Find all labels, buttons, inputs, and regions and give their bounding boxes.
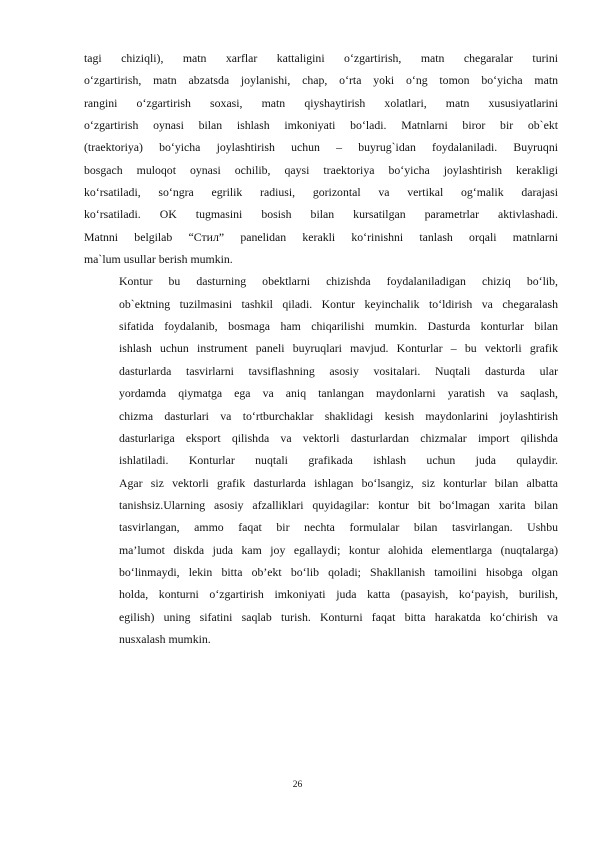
text-line: bo‘linmaydi, lekin bitta ob’ekt bo‘lib qoladi; Shakllanish tamoilini hisobga olgan <box>119 564 558 579</box>
text-line: ishlash uchun instrument paneli buyruqlari mavjud. Konturlar – bu vektorli grafik <box>119 341 558 356</box>
text-line: ishlatiladi. Konturlar nuqtali grafikada ishlash uchun juda qulaydir. <box>119 453 558 468</box>
text-line: ko‘rsatiladi, so‘ngra egrilik radiusi, gorizontal va vertikal og‘malik darajasi <box>84 185 558 200</box>
text-line: holda, konturni o‘zgartirish imkoniyati juda katta (pasayish, ko‘payish, burilish, <box>119 587 558 602</box>
text-line: Matnni belgilab “Стил” panelidan kerakli ko‘rinishni tanlash orqali matnlarni <box>84 229 558 244</box>
text-line: nusxalash mumkin. <box>119 631 211 646</box>
text-line: dasturlariga eksport qilishda va vektorli dasturlardan chizmalar import qilishda <box>119 430 558 445</box>
text-line: dasturlarda tasvirlarni tavsiflashning asosiy vositalari. Nuqtali dasturda ular <box>119 363 558 378</box>
text-line: tasvirlangan, ammo faqat bir nechta formulalar bilan tasvirlangan. Ushbu <box>119 520 558 535</box>
text-line: o‘zgartirish oynasi bilan ishlash imkoniyati bo‘ladi. Matnlarni biror bir ob`ekt <box>84 118 558 133</box>
text-line: Kontur bu dasturning obektlarni chizishda foydalaniladigan chiziq bo‘lib, <box>119 274 558 289</box>
page-number: 26 <box>292 780 303 790</box>
text-line: sifatida foydalanib, bosmaga ham chiqarilishi mumkin. Dasturda konturlar bilan <box>119 319 558 334</box>
text-line: bosgach muloqot oynasi ochilib, qaysi traektoriya bo‘yicha joylashtirish kerakligi <box>84 162 558 177</box>
text-line: ma’lumot diskda juda kam joy egallaydi; kontur alohida elementlarga (nuqtalarga) <box>119 542 558 557</box>
text-line: tagi chiziqli), matn xarflar kattaligini o‘zgartirish, matn chegaralar turini <box>84 51 558 65</box>
text-line: ob`ektning tuzilmasini tashkil qiladi. Kontur keyinchalik to‘ldirish va chegaralash <box>119 296 558 311</box>
text-line: ko‘rsatiladi. OK tugmasini bosish bilan kursatilgan parametrlar aktivlashadi. <box>84 207 558 222</box>
text-line: Agar siz vektorli grafik dasturlarda ishlagan bo‘lsangiz, siz konturlar bilan albatta <box>119 475 558 490</box>
text-line: chizma dasturlari va to‘rtburchaklar shaklidagi kesish maydonlarini joylashtirish <box>119 408 558 423</box>
text-line: egilish) uning sifatini saqlab turish. Konturni faqat bitta harakatda ko‘chirish va <box>119 609 558 624</box>
paragraph-kontur <box>84 270 558 650</box>
page-body <box>84 47 558 650</box>
paragraph-text-editing <box>84 47 558 270</box>
text-line: o‘zgartirish, matn abzatsda joylanishi, chap, o‘rta yoki o‘ng tomon bo‘yicha matn <box>84 73 558 88</box>
text-line: (traektoriya) bo‘yicha joylashtirish uchun – buyrug`idan foydalaniladi. Buyruqni <box>84 140 558 155</box>
text-line: tanishsiz.Ularning asosiy afzalliklari quyidagilar: kontur bit bo‘lmagan xarita bilan <box>119 497 558 512</box>
text-line: rangini o‘zgartirish soxasi, matn qiyshaytirish xolatlari, matn xususiyatlarini <box>84 95 558 110</box>
text-line: ma`lum usullar berish mumkin. <box>84 252 233 267</box>
text-line: yordamda qiymatga ega va aniq tanlangan maydonlarni yaratish va saqlash, <box>119 386 558 401</box>
